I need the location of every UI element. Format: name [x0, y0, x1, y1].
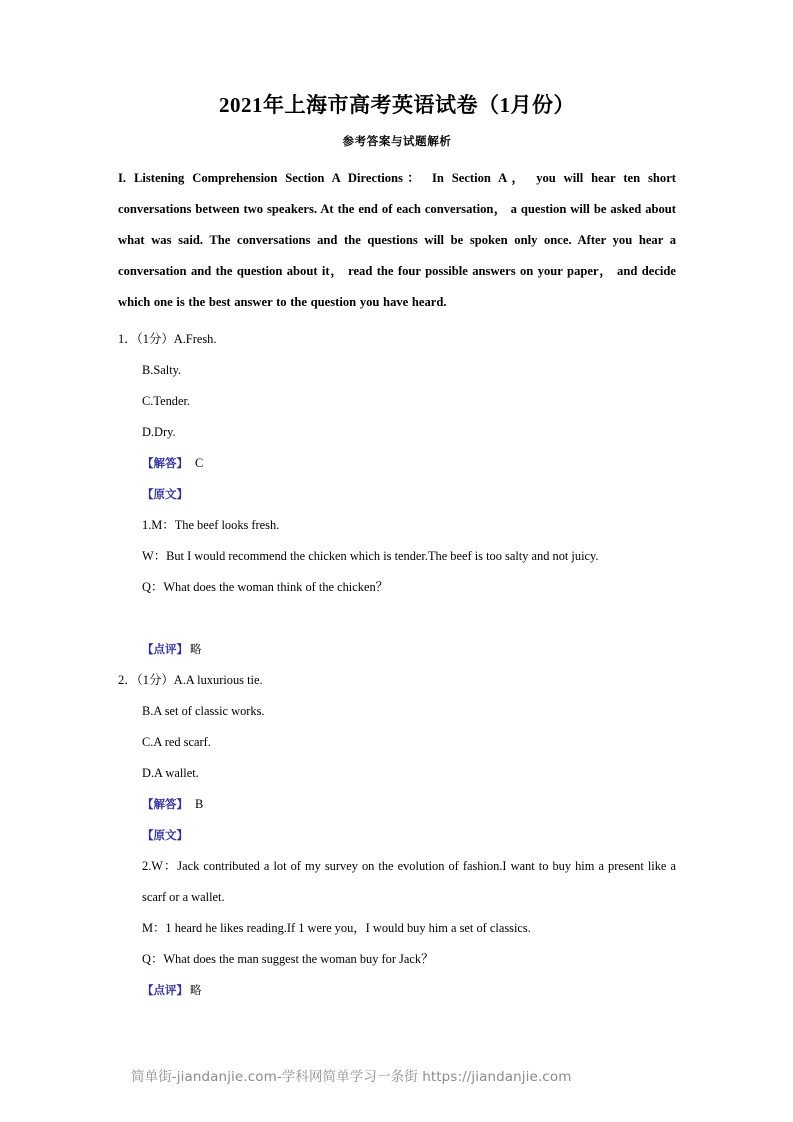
comment-line [118, 975, 676, 1006]
script-tag: 【原文】 [142, 828, 188, 843]
block-spacer [118, 603, 676, 634]
question-option-d[interactable]: D.A wallet. [142, 766, 199, 781]
footer-watermark: 简单街-jiandanjie.com-学科网简单学习一条街 https://jiandanjie.com [131, 1069, 572, 1085]
question-option-a[interactable]: A.Fresh. [173, 332, 217, 347]
script-line [118, 820, 676, 851]
question-option-c[interactable]: C.Tender. [142, 394, 190, 409]
comment-tag: 【点评】 [142, 642, 188, 657]
question-option-d[interactable]: D.Dry. [142, 425, 176, 440]
answer-line [118, 448, 676, 479]
question-option-b[interactable]: B.Salty. [142, 363, 182, 378]
question-option-a[interactable]: A.A luxurious tie. [173, 673, 263, 688]
listening-directions: I. Listening Comprehension Section A Directions： In Section A， you will hear ten short conversations between two speakers. At the end of each conversation， a question will be asked about what was said. The conversations and the questions will be spoken only once. After you hear a conversation and the question about it， read the four possible answers on your paper， and decide which one is the best answer to the question you have heard. [118, 171, 676, 310]
answer-value: B [195, 797, 204, 812]
question-option-b[interactable]: B.A set of classic works. [142, 704, 265, 719]
comment-tag: 【点评】 [142, 983, 188, 998]
question-score: （1分） [136, 673, 174, 688]
script-line [118, 479, 676, 510]
script-text: W：But I would recommend the chicken which is tender.The beef is too salty and not juicy. [142, 549, 599, 564]
document-content [118, 92, 676, 1006]
script-text: Q：What does the man suggest the woman buy for Jack？ [142, 952, 434, 967]
question-score: （1分） [136, 332, 174, 347]
question-header [118, 665, 676, 696]
script-tag: 【原文】 [142, 487, 188, 502]
comment-value: 略 [190, 642, 202, 657]
question-number: 1． [118, 332, 137, 347]
script-text: Q：What does the woman think of the chicken？ [142, 580, 389, 595]
comment-value: 略 [190, 983, 202, 998]
question-header [118, 324, 676, 355]
page-subtitle: 参考答案与试题解析 [342, 136, 452, 149]
question-number: 2． [118, 673, 137, 688]
question-block [118, 324, 676, 665]
answer-tag: 【解答】 [142, 797, 188, 812]
answer-line [118, 789, 676, 820]
comment-line [118, 634, 676, 665]
answer-tag: 【解答】 [142, 456, 188, 471]
answer-value: C [195, 456, 204, 471]
page-title: 2021年上海市高考英语试卷（1月份） [219, 93, 575, 117]
question-block [118, 665, 676, 1006]
script-text: M：1 heard he likes reading.If 1 were you，I would buy him a set of classics. [142, 921, 531, 936]
question-option-c[interactable]: C.A red scarf. [142, 735, 211, 750]
script-text: 1.M：The beef looks fresh. [142, 518, 280, 533]
script-text: 2.W：Jack contributed a lot of my survey on the evolution of fashion.I want to buy him a present like a scarf or a wallet. [142, 859, 676, 905]
